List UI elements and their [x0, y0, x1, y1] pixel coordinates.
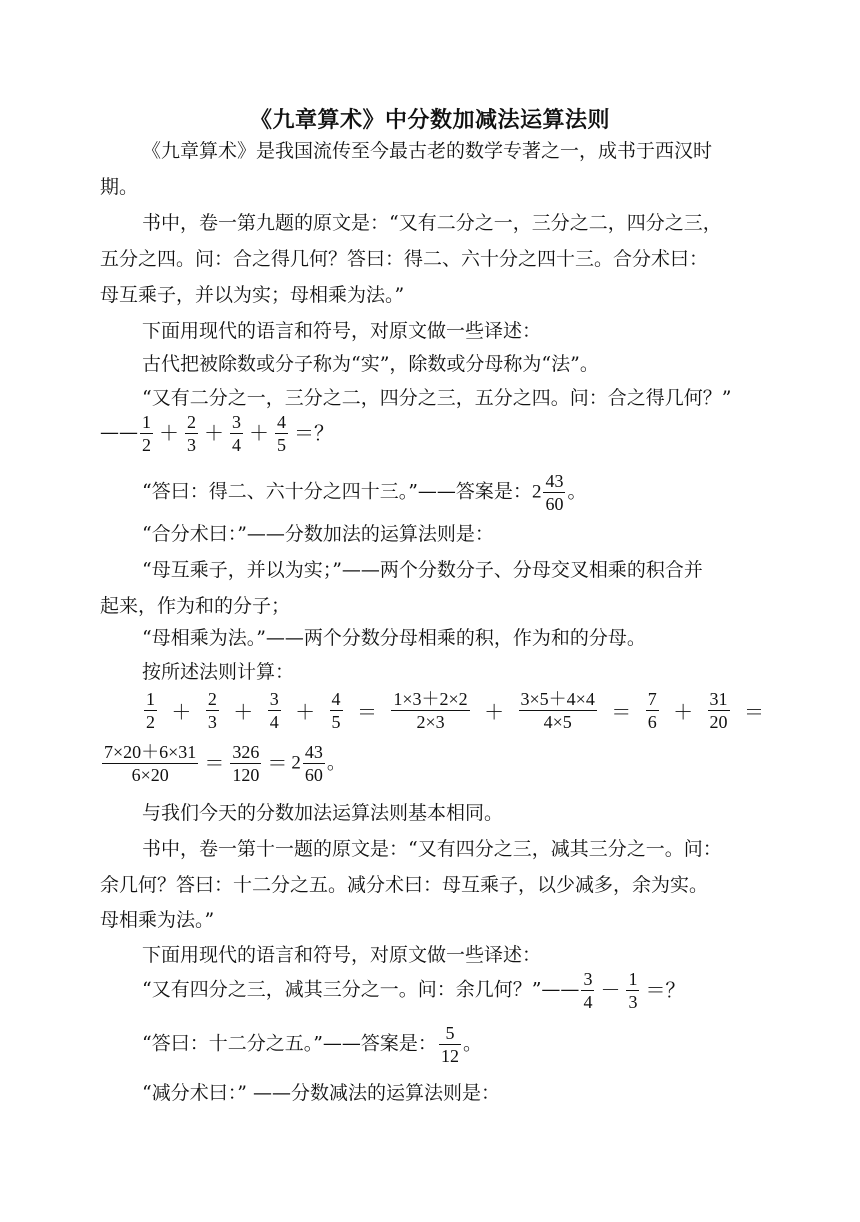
paragraph-rule-subtract: “减分术曰：” ——分数减法的运算法则是： [142, 1082, 500, 1104]
paragraph-rule-add: “合分术曰：”——分数加法的运算法则是： [142, 523, 494, 545]
fraction: $\frac{43}{60}$ [545, 471, 564, 514]
paragraph-conclusion-add: 与我们今天的分数加法运算法则基本相同。 [142, 802, 504, 824]
paragraph-problem9-line2: 五分之四。问：合之得几何？答曰：得二、六十分之四十三。合分术曰： [100, 248, 709, 270]
fraction: $\frac{326}{120}$ [232, 742, 260, 785]
paragraph-translation-intro: 下面用现代的语言和符号，对原文做一些译述： [142, 320, 542, 342]
fraction: $\frac{2}{3}$ [207, 689, 217, 732]
paragraph-compute-intro: 按所述法则计算： [142, 661, 295, 683]
paragraph-rule-numerator-line2: 起来，作为和的分子； [100, 595, 291, 617]
paragraph-answer-subtraction: “答曰：十二分之五。”——答案是： $\frac{5}{12}$ 。 [142, 1023, 482, 1066]
fraction: $\frac{1}{2}$ [146, 689, 155, 732]
fraction: $\frac{4}{5}$ [331, 689, 341, 732]
paragraph-intro-line2: 期。 [100, 176, 139, 198]
paragraph-terms: 古代把被除数或分子称为“实”，除数或分母称为“法”。 [142, 353, 599, 375]
formula-subtraction-question: “又有四分之三，减其三分之一。问：余几何？”—— $\frac{3}{4}$ － $\frac{1}{3}$ ＝？ [142, 969, 686, 1012]
paragraph-intro-line1: 《九章算术》是我国流传至今最古老的数学专著之一，成书于西汉时 [142, 140, 713, 162]
fraction: $\frac{3\times 5+4\times 4}{4\times 5}$ [520, 689, 595, 732]
fraction: $\frac{43}{60}$ [304, 742, 323, 785]
fraction: $\frac{1}{2}$ [142, 412, 151, 455]
fraction: $\frac{3}{4}$ [269, 689, 279, 732]
fraction: $\frac{4}{5}$ [277, 412, 286, 455]
paragraph-answer: “答曰：得二、六十分之四十三。”——答案是：2 $\frac{43}{60}$ 。 [142, 471, 587, 514]
paragraph-translation-intro-2: 下面用现代的语言和符号，对原文做一些译述： [142, 944, 542, 966]
paragraph-problem11-line2: 余几何？答曰：十二分之五。减分术曰：母互乘子，以少减多，余为实。 [100, 874, 709, 896]
fraction: $\frac{7\times 20+6\times 31}{6\times 20}$ [104, 742, 197, 785]
fraction: $\frac{31}{20}$ [709, 689, 728, 732]
fraction: $\frac{7}{6}$ [647, 689, 657, 732]
formula-computation-row2: $\frac{7\times 20+6\times 31}{6\times 20}$ ＝ $\frac{326}{120}$ ＝ 2 $\frac{43}{60}$ 。 [104, 742, 346, 785]
fraction: $\frac{2}{3}$ [187, 412, 196, 455]
fraction: $\frac{3}{4}$ [232, 412, 241, 455]
paragraph-problem11-line3: 母相乘为法。” [100, 909, 215, 931]
dash: —— [100, 421, 138, 444]
fraction: $\frac{5}{12}$ [440, 1023, 459, 1066]
paragraph-rule-numerator-line1: “母互乘子，并以为实；”——两个分数分子、分母交叉相乘的积合并 [142, 559, 703, 581]
paragraph-quote-sum: “又有二分之一，三分之二，四分之三，五分之四。问：合之得几何？” [142, 387, 732, 409]
fraction: $\frac{1\times 3+2\times 2}{2\times 3}$ [393, 689, 468, 732]
formula-computation-row1: $\frac{1}{2}$ ＋ $\frac{2}{3}$ ＋ $\frac{3}{4}$ ＋ $\frac{4}{5}$ ＝ $\frac{1\times 3+2\times 2}{2\times 3}$ ＋ $\frac{3\times 5+4\times 4}{4\times 5}$ ＝ $\frac{7}{6}$ ＋ $\frac{31}{20}$ ＝ [146, 689, 764, 732]
formula-sum-question: —— $\frac{1}{2}$ ＋ $\frac{2}{3}$ ＋ $\frac{3}{4}$ ＋ $\frac{4}{5}$ ＝？ [100, 412, 334, 455]
document-title: 《九章算术》中分数加减法运算法则 [249, 107, 610, 133]
fraction: $\frac{1}{3}$ [628, 969, 638, 1012]
paragraph-problem9-line1: 书中，卷一第九题的原文是：“又有二分之一，三分之二，四分之三， [142, 212, 722, 234]
paragraph-rule-denominator: “母相乘为法。”——两个分数分母相乘的积，作为和的分母。 [142, 627, 646, 649]
fraction: $\frac{3}{4}$ [583, 969, 593, 1012]
paragraph-problem11-line1: 书中，卷一第十一题的原文是：“又有四分之三，减其三分之一。问： [142, 838, 722, 860]
paragraph-problem9-line3: 母互乘子，并以为实；母相乘为法。” [100, 284, 405, 306]
